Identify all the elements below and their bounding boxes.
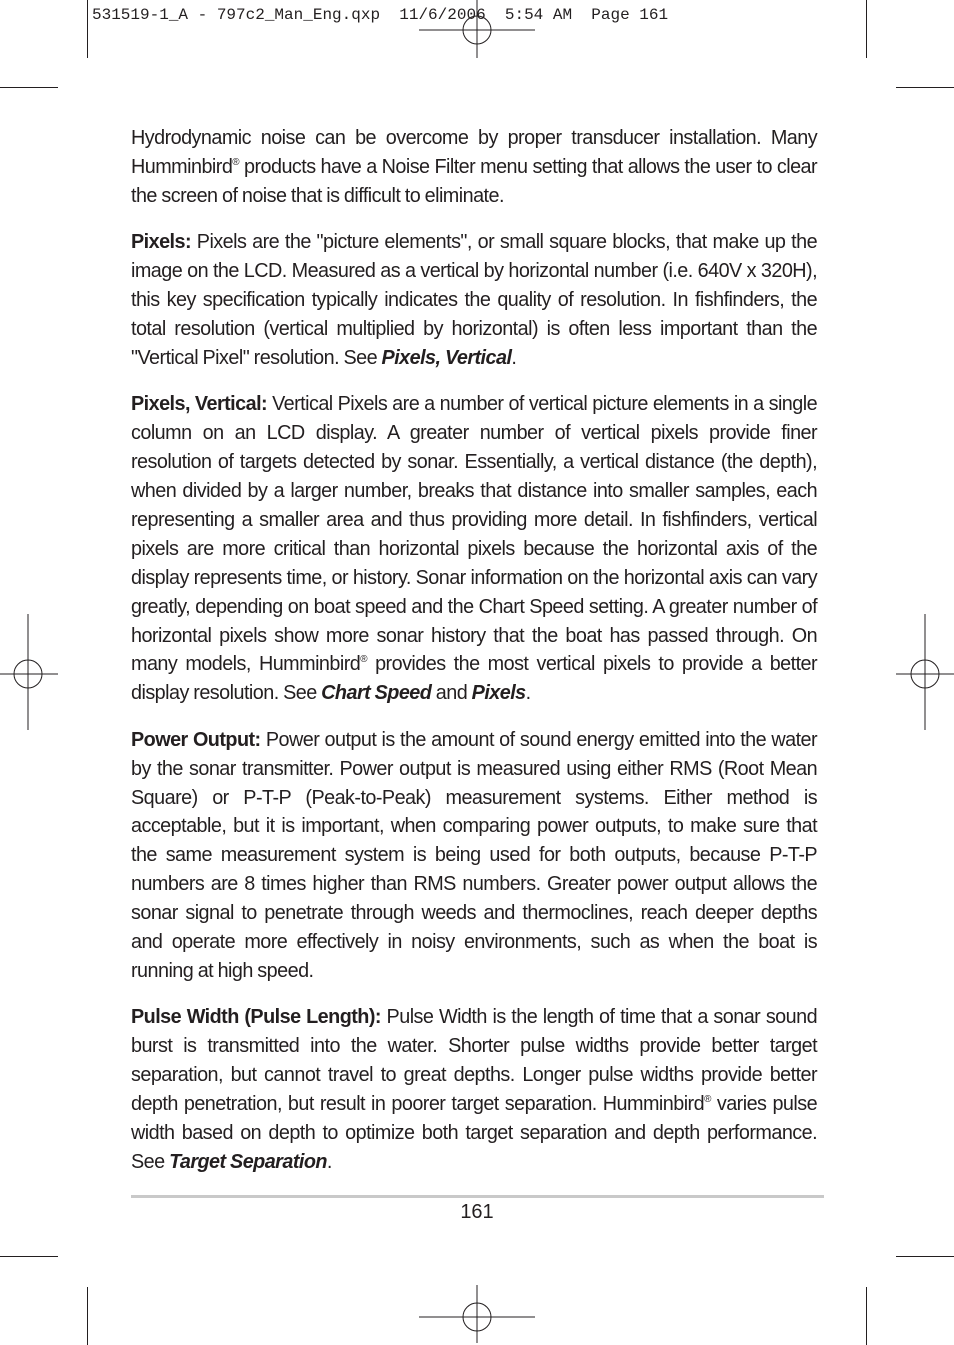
crop-mark-bottom-left-vertical [87, 1287, 88, 1345]
chart-speed-reference: Chart Speed [321, 682, 432, 705]
crop-mark-top-right-vertical [866, 0, 867, 58]
power-output-term: Power Output: [131, 728, 261, 751]
pixels-definition: Pixels are the "picture elements", or small square blocks, that make up the image on the LCD. Measured as a vertical by horizontal number (i.e. 640V x 320H), this key specification typically indicates the quality of resolution. In fishfinders, the total resolution (vertical multiplied by horizontal) is often less important than the "Vertical Pixel" resolution. See [131, 231, 818, 369]
registered-mark: ® [704, 1094, 711, 1106]
registration-mark-bottom [417, 1285, 537, 1345]
pulse-width-definition: Pulse Width is the length of time that a sonar sound burst is transmitted into the water. Shorter pulse widths provide better target separation, but cannot travel to great depths. Longer pulse widths provide better depth penetration, but result in poorer target separation. Humminbird [131, 1006, 818, 1116]
pixels-vertical-reference: Pixels, Vertical [381, 346, 512, 369]
pixels-vertical-definition-continued: provides the most vertical pixels to provide a better display resolution. See [131, 653, 818, 705]
pixels-vertical-definition: Vertical Pixels are a number of vertical picture elements in a single column on an LCD display. A greater number of vertical pixels provide finer resolution of targets detected by sonar. Essentially, a vertical distance (the depth), when divided by a larger number, breaks that distance into smaller samples, each representing a smaller area and thus providing more detail. In fishfinders, vertical pixels are more critical than horizontal pixels because the horizontal axis of the display represents time, or history. Sonar information on the horizontal axis can vary greatly, depending on boat speed and the Chart Speed setting. A greater number of horizontal pixels show more sonar history that the boat has passed through. On many models, Humminbird [131, 393, 818, 676]
pixels-reference: Pixels [471, 682, 526, 705]
pixels-vertical-term: Pixels, Vertical: [131, 393, 268, 416]
glossary-content [131, 124, 824, 1194]
pulse-width-entry [131, 1003, 817, 1176]
intro-paragraph [131, 124, 817, 211]
crop-mark-bottom-left-horizontal [0, 1256, 58, 1257]
power-output-definition: Power output is the amount of sound energy emitted into the water by the sonar transmitter. Power output is measured using either RMS (Root Mean Square) or P-T-P (Peak-to-Peak) measurement systems. Either method is acceptable, but it is important, when comparing power outputs, to make sure that the same measurement system is being used for both outputs, because P-T-P numbers are 8 times higher than RMS numbers. Greater power output allows the sonar signal to penetrate through weeds and thermoclines, reach deeper depths and operate more effectively in noisy environments, such as when the boat is running at high speed. [131, 728, 818, 982]
power-output-entry [131, 726, 817, 986]
pixels-vertical-end: . [525, 682, 531, 705]
pulse-width-definition-continued: varies pulse width based on depth to optimize both target separation and depth performance. See [131, 1093, 818, 1173]
crop-mark-top-left-vertical [87, 0, 88, 58]
pixels-term: Pixels: [131, 231, 192, 254]
crop-mark-bottom-right-horizontal [896, 1256, 954, 1257]
registration-mark-right [894, 614, 954, 734]
pulse-width-term: Pulse Width (Pulse Length): [131, 1006, 381, 1029]
page-number: 161 [460, 1201, 494, 1223]
crop-mark-top-left-horizontal [0, 87, 58, 88]
print-slug: 531519-1_A - 797c2_Man_Eng.qxp 11/6/2006 5:54 AM Page 161 [92, 6, 669, 24]
pixels-vertical-and: and [431, 682, 472, 705]
registration-mark-top [417, 0, 537, 60]
registration-mark-left [0, 614, 60, 734]
footer-rule [131, 1195, 824, 1198]
registered-mark: ® [232, 156, 240, 168]
crop-mark-top-right-horizontal [896, 87, 954, 88]
pixels-vertical-entry [131, 390, 817, 708]
crop-mark-bottom-right-vertical [866, 1287, 867, 1345]
pixels-end: . [511, 346, 517, 369]
pixels-entry [131, 228, 817, 373]
registered-mark: ® [360, 654, 367, 666]
target-separation-reference: Target Separation [169, 1150, 327, 1173]
intro-text: Hydrodynamic noise can be overcome by proper transducer installation. Many Humminbird [131, 127, 818, 178]
pulse-width-end: . [326, 1150, 332, 1173]
intro-text-continued: products have a Noise Filter menu setting that allows the user to clear the screen of noise that is difficult to eliminate. [131, 155, 818, 207]
